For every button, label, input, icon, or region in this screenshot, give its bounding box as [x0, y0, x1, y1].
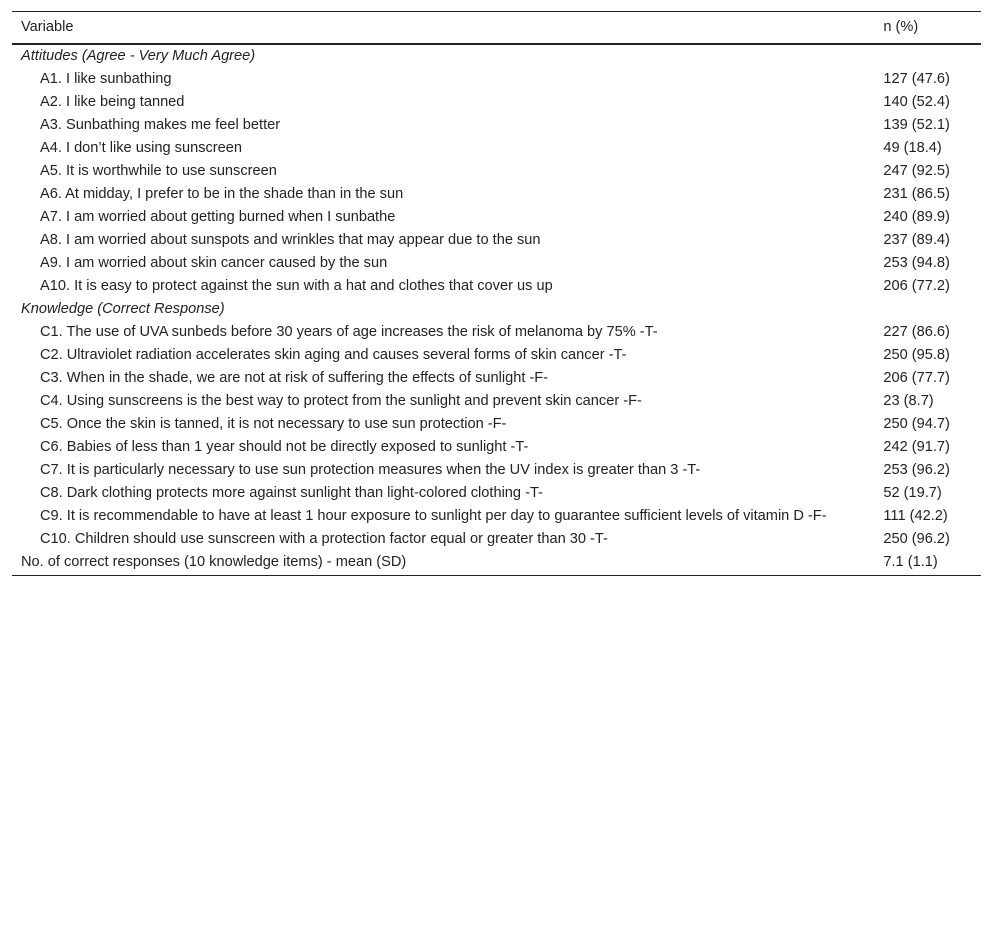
table-row — [12, 160, 981, 183]
header-n-percent: n (%) — [883, 19, 919, 35]
row-label: A9. I am worried about skin cancer caused by the sun — [40, 255, 388, 271]
section-title: Knowledge (Correct Response) — [21, 301, 225, 317]
row-label: C6. Babies of less than 1 year should not be directly exposed to sunlight -T- — [40, 439, 529, 455]
row-value: 127 (47.6) — [883, 71, 950, 87]
row-label: C9. It is recommendable to have at least 1 hour exposure to sunlight per day to guarantee sufficient levels of vitamin D -F- — [40, 508, 827, 524]
row-label: C10. Children should use sunscreen with a protection factor equal or greater than 30 -T- — [40, 531, 608, 547]
row-value: 250 (95.8) — [883, 347, 950, 363]
table-row — [12, 413, 981, 436]
row-label: A3. Sunbathing makes me feel better — [40, 117, 281, 133]
table-row — [12, 137, 981, 160]
row-value: 242 (91.7) — [883, 439, 950, 455]
table-row — [12, 68, 981, 91]
row-label: A8. I am worried about sunspots and wrinkles that may appear due to the sun — [40, 232, 541, 248]
row-value: 111 (42.2) — [883, 508, 948, 524]
section-title: Attitudes (Agree - Very Much Agree) — [21, 48, 256, 64]
row-label: C2. Ultraviolet radiation accelerates skin aging and causes several forms of skin cancer -T- — [40, 347, 627, 363]
table-row — [12, 390, 981, 413]
table-row — [12, 528, 981, 551]
row-label: C4. Using sunscreens is the best way to protect from the sunlight and prevent skin cancer -F- — [40, 393, 642, 409]
table-row — [12, 321, 981, 344]
results-table — [12, 11, 981, 576]
table-row — [12, 482, 981, 505]
row-value: 206 (77.2) — [883, 278, 950, 294]
table-row — [12, 229, 981, 252]
table-row — [12, 183, 981, 206]
row-value: 247 (92.5) — [883, 163, 950, 179]
table-row — [12, 114, 981, 137]
row-value: 49 (18.4) — [883, 140, 942, 156]
row-value: 240 (89.9) — [883, 209, 950, 225]
row-label: C8. Dark clothing protects more against sunlight than light-colored clothing -T- — [40, 485, 543, 501]
table-row — [12, 505, 981, 528]
section-row-attitudes — [12, 44, 981, 68]
row-label: C7. It is particularly necessary to use sun protection measures when the UV index is greater than 3 -T- — [40, 462, 701, 478]
table-row — [12, 275, 981, 298]
row-value: 139 (52.1) — [883, 117, 950, 133]
header-variable: Variable — [21, 19, 74, 35]
table-row — [12, 206, 981, 229]
table-row — [12, 344, 981, 367]
row-label: A2. I like being tanned — [40, 94, 185, 110]
table-row — [12, 459, 981, 482]
row-value: 23 (8.7) — [883, 393, 934, 409]
row-value: 253 (94.8) — [883, 255, 950, 271]
row-value: 250 (96.2) — [883, 531, 950, 547]
row-value: 227 (86.6) — [883, 324, 950, 340]
row-value: 140 (52.4) — [883, 94, 950, 110]
results-table-container — [12, 11, 981, 576]
row-label: A7. I am worried about getting burned when I sunbathe — [40, 209, 396, 225]
table-row — [12, 91, 981, 114]
row-label: C3. When in the shade, we are not at risk of suffering the effects of sunlight -F- — [40, 370, 549, 386]
header-row — [12, 12, 981, 45]
row-label: A6. At midday, I prefer to be in the shade than in the sun — [40, 186, 404, 202]
row-value: 237 (89.4) — [883, 232, 950, 248]
row-value: 231 (86.5) — [883, 186, 950, 202]
row-label: C1. The use of UVA sunbeds before 30 years of age increases the risk of melanoma by 75% -T- — [40, 324, 658, 340]
row-label: C5. Once the skin is tanned, it is not necessary to use sun protection -F- — [40, 416, 507, 432]
row-value: 52 (19.7) — [883, 485, 942, 501]
section-row-knowledge — [12, 298, 981, 321]
summary-row — [12, 551, 981, 576]
row-label: A1. I like sunbathing — [40, 71, 172, 87]
row-value: 206 (77.7) — [883, 370, 950, 386]
row-label: A5. It is worthwhile to use sunscreen — [40, 163, 277, 179]
summary-label: No. of correct responses (10 knowledge items) - mean (SD) — [21, 554, 407, 570]
table-row — [12, 436, 981, 459]
table-row — [12, 367, 981, 390]
table-row — [12, 252, 981, 275]
row-value: 253 (96.2) — [883, 462, 950, 478]
row-label: A10. It is easy to protect against the sun with a hat and clothes that cover us up — [40, 278, 553, 294]
row-value: 250 (94.7) — [883, 416, 950, 432]
row-label: A4. I don’t like using sunscreen — [40, 140, 242, 156]
summary-value: 7.1 (1.1) — [883, 554, 938, 570]
